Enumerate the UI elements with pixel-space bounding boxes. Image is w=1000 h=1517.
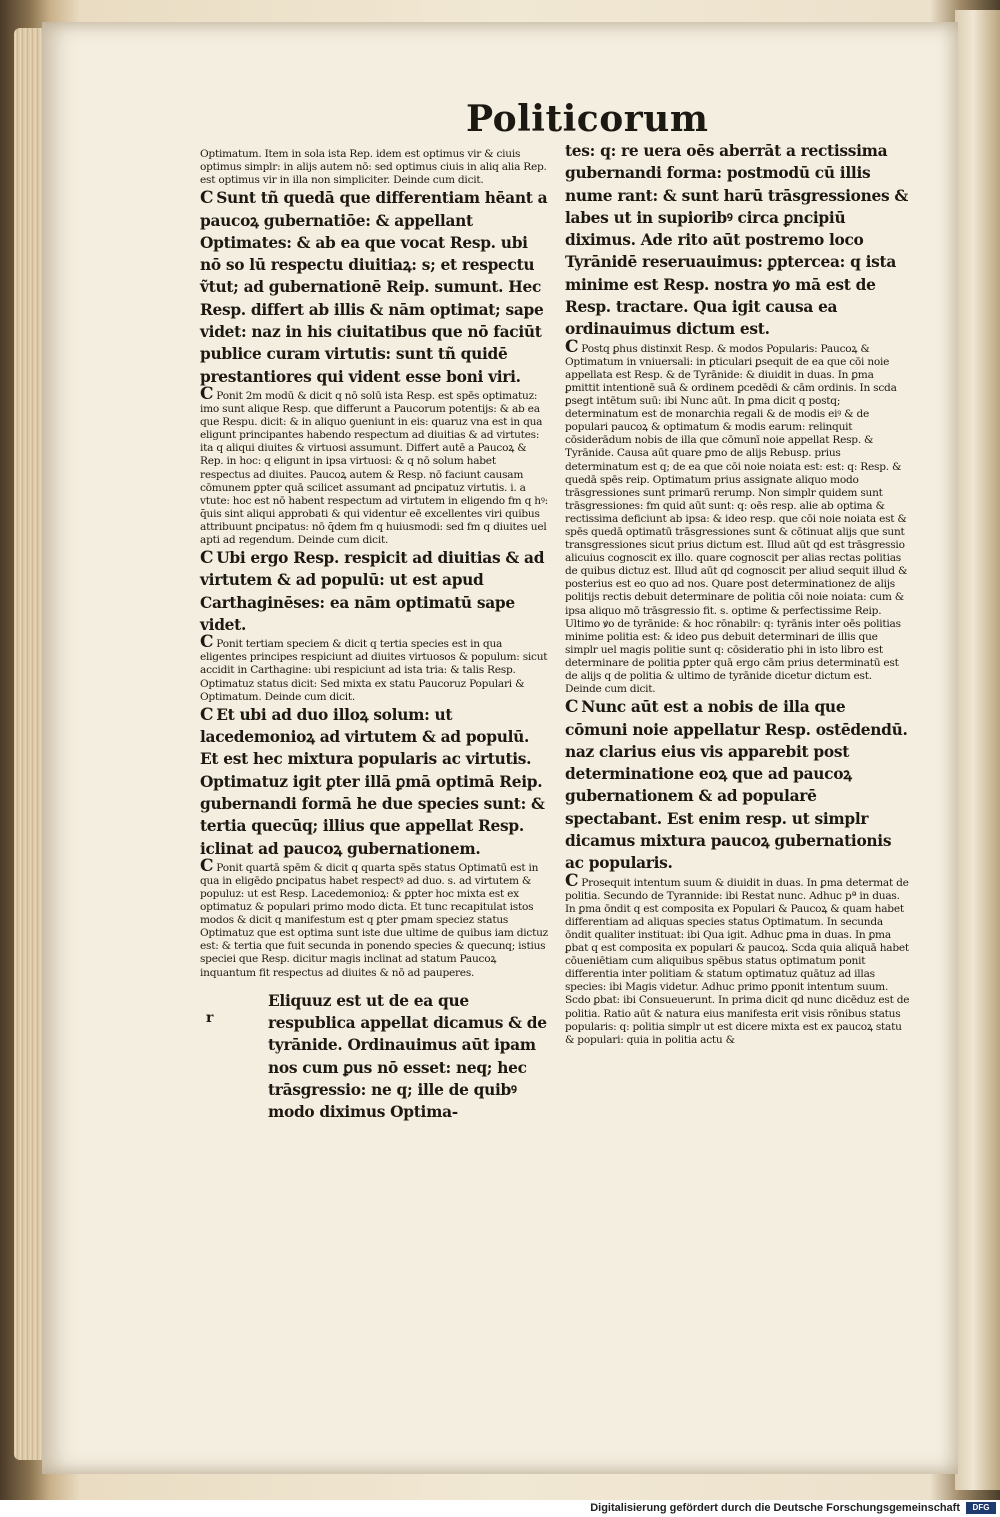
paragraph-mark: C [200,383,214,404]
guide-letter: r [206,1009,214,1026]
paragraph-text: Nunc aūt est a nobis de illa que cōmuni noie appellatur Resp. ostēdendū. naz clarius eius vis apparebit post determinatione eoꝝ que ad paucoꝝ gubernationem & ad popularē spectabant. Est enim resp. ut simplr dicamus mixtura paucoꝝ gubernationis ac popularis. [565,698,908,873]
right-paragraph-0 [565,140,910,341]
left-drop-paragraph [200,990,548,1124]
paragraph-text: Ponit 2m modū & dicit q nō solū ista Resp. est spēs optimatuz: imo sunt alique Resp. que differunt a Paucorum potentijs: & ab ea que Respu. dicit: & in aliquo ꝯueniunt in eis: quaruz vna est in qua eligunt principantes habendo respectum ad diuitias & ad virtutes: ita q aliqui diuites & virtuosi assumunt. Differt autē a Paucoꝝ & Rep. in hoc: q eligunt in ipsa virtuosi: & q nō solum habet respectus ad diuites. Paucoꝝ autem & Resp. nō faciunt causam cōmunem ꝑpter quā scilicet assumant ad ꝑncipatuz virtutis. i. a vtute: hoc est nō habent respectum ad virtutem in eligendo fm q hꝰ: q̄uis sint aliqui approbati & qui videntur eē excellentes viri quibus attribuunt ꝑncipatus: nō q̄dem fm q huiusmodi: sed fm q diuites uel apti ad regendum. Deinde cum dicit. [200,389,548,546]
right-paragraph-3 [565,870,910,1047]
left-paragraph-0 [200,148,548,187]
left-paragraph-4 [200,632,548,703]
paragraph-text: Sunt tñ quedā que differentiam hēant a paucoꝝ gubernatiōe: & appellant Optimates: & ab ea que vocat Resp. ubi nō so lū respectu diuitiaꝝ: s; et respectu ṽtut; ad gubernationē Reip. sumunt. Hec Resp. differt ab illis & nām optimat; sape videt: naz in his ciuitatibus que nō faciūt publice curam virtutis: sunt tñ quidē prestantiores qui vident esse boni viri. [200,189,548,386]
paragraph-mark: C [200,855,214,876]
paragraph-mark: C [200,188,214,209]
left-paragraph-6 [200,855,549,980]
left-paragraph-1 [200,187,548,388]
paragraph-text: Et ubi ad duo illoꝝ solum: ut lacedemonioꝝ ad virtutem & ad populū. Et est hec mixtura popularis ac virtutis. Optimatuz igit ꝑter illā ꝑmā optimā Reip. gubernandi formā he due species sunt: & tertia quecūq; illius que appellat Resp. iclinat ad paucoꝝ gubernationem. [200,705,545,858]
left-text-column [200,148,548,1123]
book-cover-edge [955,10,1000,1490]
running-head: Politicorum [466,98,709,140]
left-paragraph-2 [200,383,548,547]
paragraph-mark: C [565,697,579,718]
left-paragraph-3 [200,547,548,636]
paragraph-text: Ponit tertiam speciem & dicit q tertia species est in qua eligentes principes respiciunt ad diuites virtuosos & populum: sicut accidit in Carthagine: ubi respiciunt ad ista tria: & talis Resp. Optimatuz status dicit: Sed mixta ex statu Paucoruz Populari & Optimatum. Deinde cum dicit. [200,638,548,703]
right-paragraph-1 [565,336,910,697]
right-text-column [565,140,910,1047]
paragraph-text: Optimatum. Item in sola ista Rep. idem est optimus vir & ciuis optimus simplr: in alijs autem nō: sed optimus ciuis in aliq alia Rep. est optimus vir in illa non simpliciter. Deinde cum dicit. [200,148,547,187]
paragraph-text: tes: q: re uera oēs aberrāt a rectissima gubernandi forma: postmodū cū illis nume rant: & sunt harū trāsgressiones & labes ut in supioribꝰ circa ꝑncipiū diximus. Ade rito aūt postremo loco Tyrānidē reseruauimus: ꝑptercea: q ista minime est Resp. nostra ꝟo mā est de Resp. tractare. Qua igit causa ea ordinauimus dictum est. [565,142,908,339]
paragraph-mark: C [200,632,214,653]
right-paragraph-2 [565,696,910,874]
paragraph-mark: C [565,336,579,357]
paragraph-mark: C [565,870,579,891]
left-paragraph-5 [200,704,548,860]
paragraph-text: Postq ꝑhus distinxit Resp. & modos Popularis: Paucoꝝ & Optimatum in vniuersali: in ꝑticulari ꝑsequit de ea que cōi noie appellata est Resp. & de Tyrānide: & diuidit in duas. In ꝑma ꝑmittit intentionē suā & ordinem ꝑcedēdi & cām ordinis. In scda ꝑsegt intētum suū: ibi Nunc aūt. In ꝑma dicit q postq; determinatum est de monarchia regali & de modis eiꝰ & de populari paucoꝝ & optimatum & modis earum: relinquit cōsiderādum nobis de illa que cōmunī noie appellat Resp. & Tyrānide. Causa aūt quare ꝑmo de alijs Rebusp. prius determinatum est q; de ea que cōi noie noiata est: est: q: Resp. & quedā spēs reip. Optimatum prius assignate aliquo modo trāsgressiones sunt primarū rerump. Non simplr quidem sunt trāsgressiones: fm quid aūt sunt: q: oēs resp. alie ab optima & rectissima deficiunt ab ipsa: & ideo resp. que cōi noie noiata est & spēs quedā optimatū trāsgressiones sunt & cōtinuat alijs que sunt transgressiones sicut prius dictum est. Illud aūt qd est trāsgressio alicuius cognoscit ex illo. quare cognoscit per alias rectas politias de quibus dictuz est. Illud aūt qd cognoscit per aliud sequit illud & posterius est eo quo ad nos. Quare post determinationez de alijs politijs rectis debuit determinare de politia cōi noie noiata: cum & ipsa aliquo mō trāsgressio fit. s. optime & perfectissime Reip. Ultimo ꝟo de tyrānide: & hoc rōnabilr: q: tyrānis inter oēs politias minime politia est: & ideo ꝑus debuit determinari de illis que simplr uel magis politie sunt q: cōsideratio phi in isto libro est determinare de politia ꝑpter quā ergo cām prius determinatū est de alijs q de politia & ultimo de tyrānide dicetur dictum est. Deinde cum dicit. [565,342,908,696]
footer-credit: Digitalisierung gefördert durch die Deutsche Forschungsgemeinschaft [590,1502,960,1514]
paragraph-mark: C [200,548,214,569]
digitization-footer [0,1500,1000,1517]
paragraph-text: Ubi ergo Resp. respicit ad diuitias & ad virtutem & ad populū: ut est apud Carthaginēses: ea nām optimatū sape videt. [200,549,545,634]
paragraph-text: Ponit quartā spēm & dicit q quarta spēs status Optimatū est in qua in eligēdo ꝑncipatus habet respectꝰ ad duo. s. ad virtutem & populuz: ut est Resp. Lacedemonioꝝ: & ꝑpter hoc mixta est ex optimatuz & populari primo modo dicta. Et tunc recapitulat istos modos & dicit q manifestum est q ꝑter ꝑmam speciez status Optimatuz que est optima sunt iste due ultime de quibus iam dictuz est: & tertia que fuit secunda in ponendo species & quecunq; istius speciei que Resp. dicitur magis inclinat ad statum Paucoꝝ inquantum fit respectus ad diuites & nō ad pauperes. [200,861,549,979]
paragraph-text: Prosequit intentum suum & diuidit in duas. In ꝑma determat de politia. Secundo de Tyrannide: ibi Restat nunc. Adhuc pª in duas. In ꝑma ōndit q est composita ex Populari & Paucoꝝ & quam habet differentiam ad aliquas species status Optimatum. In secunda ōndit qualiter instituat: ibi Qua igit. Adhuc ꝑma in duas. In ꝑma ꝑbat q est composita ex populari & paucoꝝ. Scda quia aliquā habet cōueniētiam cum aliquibus spēbus status optimatum ponit differentia inter politiam & statum optimatuz quātuz ad illas species: ibi Magis videtur. Adhuc primo ꝑponit intentum suum. Scdo ꝑbat: ibi Consueuerunt. In prima dicit qd nunc dicēduz est de politia. Ratio aūt & natura eius manifesta erit visis rōnibus status popularis: q: politia simplr ut est dicere mixta est ex paucoꝝ statu & populari: quia in politia actu & [565,876,910,1046]
paragraph-text: Eliquuz est ut de ea que respublica appellat dicamus & de tyrānide. Ordinauimus aūt ipam nos cum ꝑus nō esset: neq; hec trāsgressio: ne q; ille de quibꝰ modo diximus Optima- [268,991,547,1122]
dfg-logo: DFG [966,1502,996,1514]
paragraph-mark: C [200,704,214,725]
